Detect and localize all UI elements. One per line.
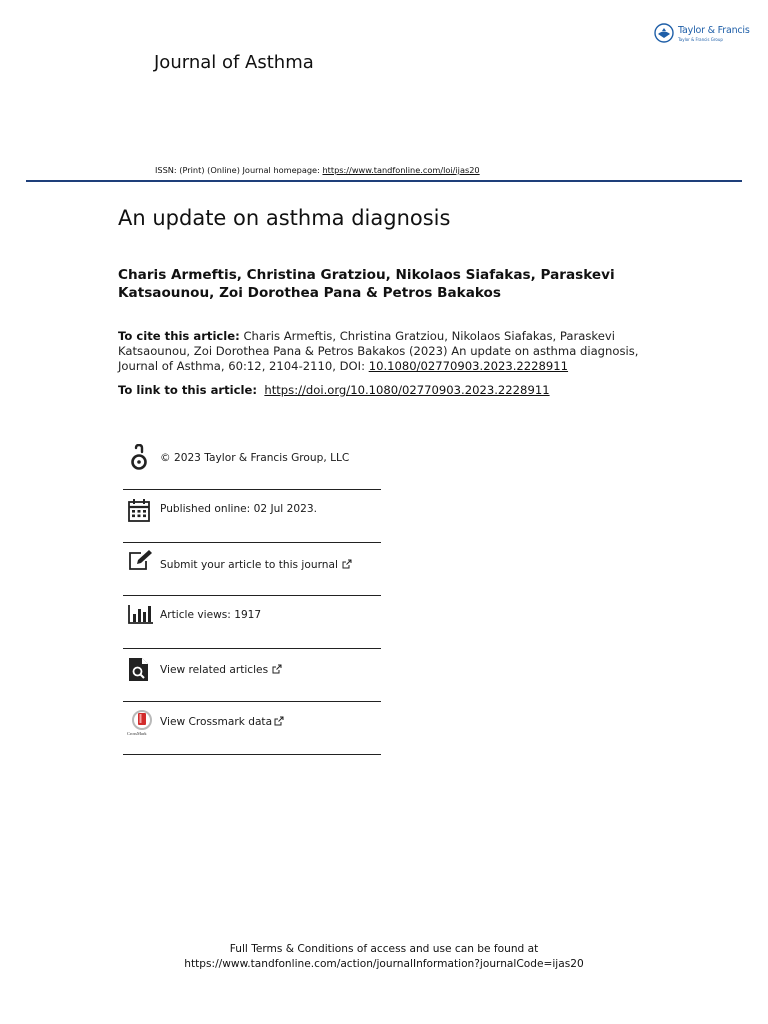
crossmark-icon [127, 710, 157, 738]
edit-icon [127, 549, 155, 577]
footer-terms-url[interactable]: https://www.tandfonline.com/action/journalInformation?journalCode=ijas20 [184, 958, 584, 970]
publisher-tagline: Taylor & Francis Group [678, 37, 723, 42]
related-articles-label: View related articles [160, 664, 269, 676]
row-divider [123, 754, 381, 755]
submit-row[interactable] [123, 543, 381, 596]
bar-chart-icon [127, 603, 155, 631]
footer-terms-text: Full Terms & Conditions of access and use can be found at [229, 943, 539, 955]
crossmark-link[interactable] [160, 716, 284, 728]
external-link-icon [272, 664, 282, 674]
publisher-logo[interactable] [654, 22, 750, 46]
related-row[interactable] [123, 649, 381, 702]
publisher-name: Taylor & Francis [678, 25, 750, 36]
crossmark-label: View Crossmark data [160, 716, 273, 728]
issn-prefix: ISSN: (Print) (Online) Journal homepage: [155, 165, 323, 175]
open-access-icon [127, 444, 155, 472]
copyright-row [123, 437, 381, 490]
author-list: Charis Armeftis, Christina Gratziou, Nikolaos Siafakas, Paraskevi Katsaounou, Zoi Dorothea Pana & Petros Bakakos [118, 267, 615, 301]
search-document-icon [127, 657, 155, 685]
related-articles-link[interactable] [160, 664, 282, 676]
submit-article-label: Submit your article to this journal [160, 559, 338, 571]
article-doi-link[interactable]: https://doi.org/10.1080/02770903.2023.2228911 [264, 383, 550, 397]
calendar-icon [127, 498, 155, 526]
copyright-text: © 2023 Taylor & Francis Group, LLC [160, 452, 350, 464]
journal-title: Journal of Asthma [154, 52, 314, 73]
published-date: Published online: 02 Jul 2023. [160, 503, 317, 515]
article-link-block [118, 383, 550, 397]
article-link-label: To link to this article: [118, 383, 257, 397]
header-divider [26, 180, 742, 182]
article-views: Article views: 1917 [160, 609, 262, 621]
crossmark-row[interactable] [123, 702, 381, 755]
citation-doi-link[interactable]: 10.1080/02770903.2023.2228911 [368, 359, 569, 373]
footer-terms [0, 942, 768, 972]
crossmark-badge-label: CrossMark [127, 731, 147, 736]
citation-label: To cite this article: [118, 329, 240, 343]
views-row [123, 596, 381, 649]
journal-homepage-link[interactable]: https://www.tandfonline.com/loi/ijas20 [322, 165, 480, 175]
article-title: An update on asthma diagnosis [118, 206, 451, 230]
external-link-icon [342, 559, 352, 569]
citation-text: Charis Armeftis, Christina Gratziou, Nikolaos Siafakas, Paraskevi Katsaounou, Zoi Dorothea Pana & Petros Bakakos (2023) An update on asthma diagnosis, Journal of Asthma, 60:12, 2104-2110, DOI: [118, 329, 639, 373]
external-link-icon [274, 716, 284, 726]
submit-article-link[interactable] [160, 559, 352, 571]
published-row [123, 490, 381, 543]
citation-block [118, 329, 653, 374]
publisher-logo-icon [654, 23, 674, 43]
issn-line [155, 165, 480, 175]
